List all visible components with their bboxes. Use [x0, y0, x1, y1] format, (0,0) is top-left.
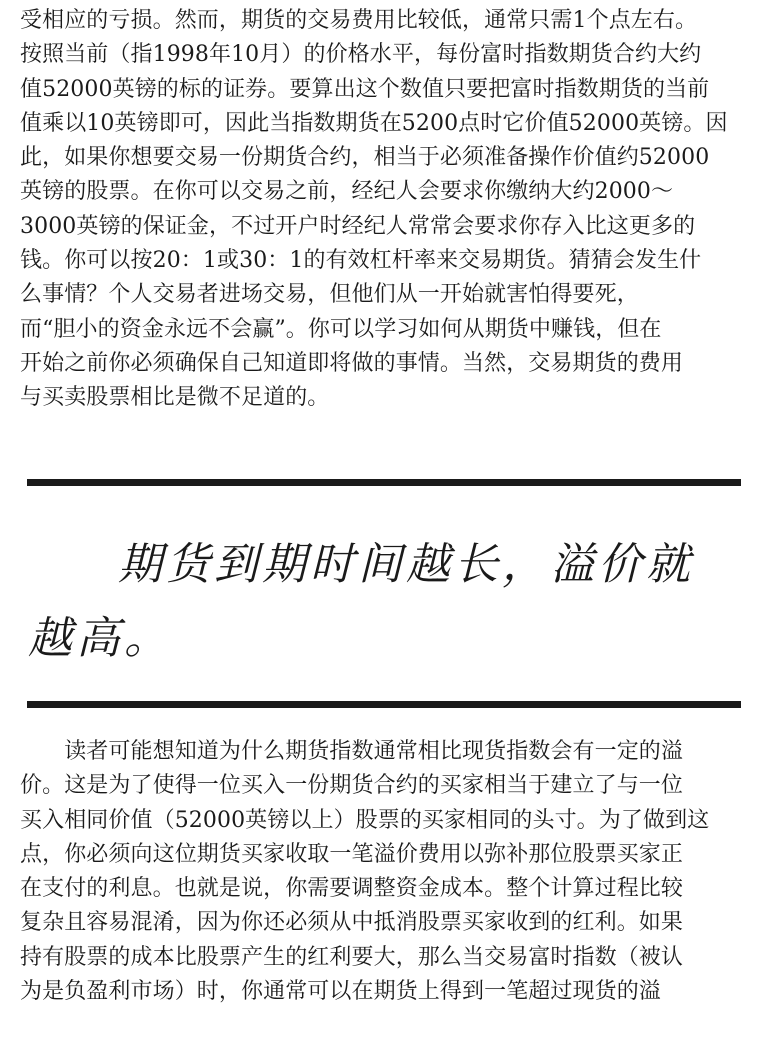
- text-line: 持有股票的成本比股票产生的红利要大，那么当交易富时指数（被认: [20, 944, 684, 970]
- text-line: 受相应的亏损。然而，期货的交易费用比较低，通常只需1个点左右。: [20, 8, 698, 33]
- callout-top-rule: [27, 479, 741, 486]
- text-line: 在支付的利息。也就是说，你需要调整资金成本。整个计算过程比较: [20, 876, 684, 902]
- text-line: 英镑的股票。在你可以交易之前，经纪人会要求你缴纳大约2000～: [20, 179, 674, 205]
- text-line: 价。这是为了使得一位买入一份期货合约的买家相当于建立了与一位: [20, 773, 684, 799]
- text-line: 么事情？个人交易者进场交易，但他们从一开始就害怕得要死，: [20, 282, 639, 308]
- text-line: 而“胆小的资金永远不会赢”。你可以学习如何从期货中赚钱，但在: [20, 316, 662, 342]
- text-line: 值乘以10英镑即可，因此当指数期货在5200点时它价值52000英镑。因: [20, 110, 728, 136]
- callout-line-1: 期货到期时间越长，溢价就: [118, 539, 694, 590]
- top-paragraph: [20, 4, 745, 416]
- text-line: 开始之前你必须确保自己知道即将做的事情。当然，交易期货的费用: [20, 350, 684, 376]
- text-line: 买入相同价值（52000英镑以上）股票的买家相同的头寸。为了做到这: [20, 807, 710, 833]
- text-line: 为是负盈利市场）时，你通常可以在期货上得到一笔超过现货的溢: [20, 979, 661, 1005]
- callout-line-2: 越高。: [28, 613, 172, 664]
- text-line: 与买卖股票相比是微不足道的。: [20, 385, 330, 411]
- text-line: 点，你必须向这位期货买家收取一笔溢价费用以弥补那位股票买家正: [20, 841, 684, 867]
- text-line: 按照当前（指1998年10月）的价格水平，每份富时指数期货合约大约: [20, 42, 702, 68]
- text-line: 读者可能想知道为什么期货指数通常相比现货指数会有一定的溢: [20, 739, 684, 764]
- callout-bottom-rule: [27, 701, 741, 708]
- text-line: 钱。你可以按20：1或30：1的有效杠杆率来交易期货。猜猜会发生什: [20, 248, 702, 274]
- text-line: 3000英镑的保证金，不过开户时经纪人常常会要求你存入比这更多的: [20, 213, 696, 239]
- text-line: 复杂且容易混淆，因为你还必须从中抵消股票买家收到的红利。如果: [20, 910, 684, 936]
- text-line: 此，如果你想要交易一份期货合约，相当于必须准备操作价值约52000: [20, 145, 710, 171]
- text-line: 值52000英镑的标的证券。要算出这个数值只要把富时指数期货的当前: [20, 76, 710, 102]
- bottom-paragraph: [20, 735, 745, 1009]
